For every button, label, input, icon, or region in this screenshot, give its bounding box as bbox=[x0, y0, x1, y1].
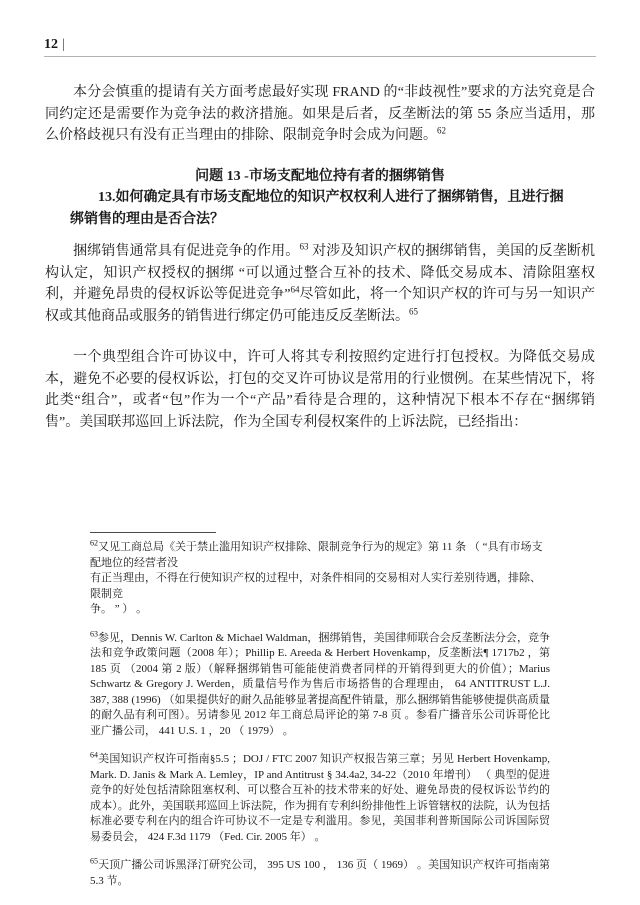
footnote-text: 天顶广播公司诉黑泽汀研究公司， 395 US 100 ， 136 页（ 1969） 。美国知识产权许可指南第 5.3 节。 bbox=[90, 859, 550, 887]
page-header bbox=[44, 0, 596, 57]
paragraph-text: 一个典型组合许可协议中，许可人将其专利按照约定进行打包授权。为降低交易成本，避免不必要的侵权诉讼，打包的交叉许可协议是常用的行业惯例。在某些情况下，将此类“组合”，或者“包”作为一个“产品”看待是合理的，这种情况下根本不存在“捆绑销售”。美国联邦巡回上诉法院，作为全国专利侵权案件的上诉法院，已经指出： bbox=[45, 350, 595, 430]
footnotes-section bbox=[90, 532, 550, 889]
footnote-text: 参见，Dennis W. Carlton & Michael Waldman，捆绑销售，美国律师联合会反垄断法分会，竞争法和竞争政策问题（2008 年）；Phillip E. Areeda & Herbert Hovenkamp，反垄断法¶ 1717b2 ，第 185 页 （2004 第 2 版）（解释捆绑销售可能能使消费者同样的开销得到更大的价值）；Marius Schwartz & Gregory J. Werden，质量信号作为售后市场搭售的合理理由， 64 ANTITRUST L.J. 387, 388 (1996) （如果提供好的耐久品能够显著提高配件销量，那么捆绑销售能够使提供高质量的耐久品有利可图）。另请参见 2012 年工商总局评论的第 7-8 页 。参看广播音乐公司诉哥伦比亚广播公司， 441 U.S. 1 ，20 （ 1979） 。 bbox=[90, 631, 550, 737]
body-paragraph-3 bbox=[45, 347, 595, 433]
page-body bbox=[45, 82, 595, 889]
body-paragraph-1 bbox=[45, 82, 595, 147]
footnote-ref-64: 64 bbox=[290, 284, 300, 295]
footnote-ref-63: 63 bbox=[299, 241, 309, 252]
footnote-63 bbox=[90, 628, 550, 740]
footnote-65 bbox=[90, 858, 550, 889]
footnote-text: 美国知识产权许可指南§5.5 ；DOJ / FTC 2007 知识产权报告第三章；另见 Herbert Hovenkamp, Mark. D. Janis & Mark A. Lemley，IP and Antitrust § 34.4a2, 34-22（2010 年增刊） （ 典型的促进竞争的好处包括清除阻塞权利、可以整合互补的技术带来的好处、避免昂贵的侵权诉讼节约的成本）。此外，美国联邦巡回上诉法院，作为拥有专利纠纷排他性上诉管辖权的法院，认为包括标准必要专利在内的组合许可协议不一定是专利滥用。参见，美国菲利普斯国际公司诉国际贸易委员会， 424 F.3d 1179 （Fed. Cir. 2005 年） 。 bbox=[90, 753, 550, 843]
question-13-subheading: 13.如何确定具有市场支配地位的知识产权权利人进行了捆绑销售，且进行捆绑销售的理由是否合法？ bbox=[70, 190, 564, 227]
paragraph-text: 尽管如此，将一个知识产权的许可与另一知识产权或其他商品或服务的销售进行绑定仍可能违反反垄断法。 bbox=[45, 287, 596, 324]
paragraph-text: 本分会慎重的提请有关方面考虑最好实现 FRAND 的“非歧视性”要求的方法究竟是合同约定还是需要作为竞争法的救济措施。如果是后者，反垄断法的第 55 条应当适用，那么价格歧视只有没有正当理由的排除、限制竞争时会成为问题。 bbox=[45, 85, 595, 143]
footnote-text: 争。 ” ） 。 bbox=[90, 603, 148, 615]
footnote-62 bbox=[90, 540, 550, 618]
footnote-text: 有正当理由，不得在行使知识产权的过程中，对条件相同的交易相对人实行差别待遇，排除、限制竞 bbox=[90, 572, 541, 600]
paragraph-text: 对涉及知识产权的捆绑销售，美国的反垄断机构认定，知识产权授权的捆绑 “可以通过整合互补的技术、降低交易成本、清除阻塞权利，并避免昂贵的侵权诉讼等促进竞争” bbox=[45, 244, 596, 302]
footnote-ref-65: 65 bbox=[409, 305, 418, 316]
paragraph-text: 捆绑销售通常具有促进竞争的作用。 bbox=[73, 244, 300, 259]
page-number: 12 bbox=[44, 37, 58, 52]
question-13-heading: 问题 13 -市场支配地位持有者的捆绑销售 bbox=[195, 168, 445, 184]
footnote-64 bbox=[90, 752, 550, 845]
footnote-65-marker: 65 bbox=[90, 856, 98, 866]
page-number-separator: | bbox=[62, 37, 65, 52]
footnote-64-marker: 64 bbox=[90, 750, 98, 760]
footnote-ref-62: 62 bbox=[437, 125, 446, 136]
body-paragraph-2 bbox=[45, 241, 595, 327]
footnote-text: 又见工商总局《关于禁止滥用知识产权排除、限制竞争行为的规定》第 11 条 （ “具有市场支配地位的经营者没 bbox=[90, 541, 543, 569]
footnote-separator-rule bbox=[90, 532, 216, 533]
footnote-62-marker: 62 bbox=[90, 538, 98, 548]
footnote-63-marker: 63 bbox=[90, 628, 98, 638]
